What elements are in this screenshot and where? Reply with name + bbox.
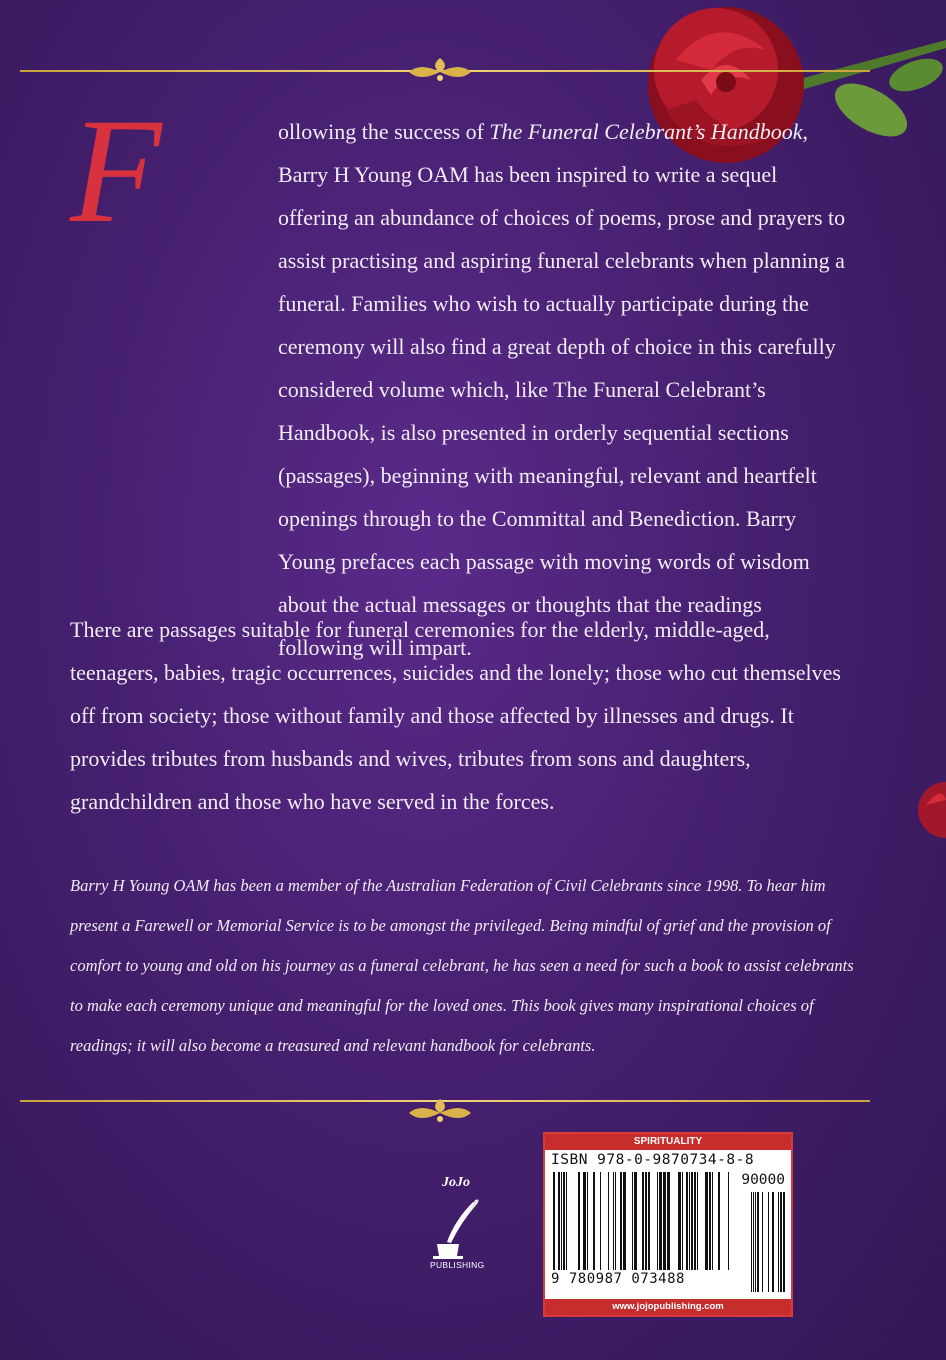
website-text: www.jojopublishing.com: [545, 1299, 791, 1315]
publisher-name: JoJo: [442, 1175, 470, 1190]
top-ornament-icon: [405, 56, 475, 86]
rose-edge-image: [916, 765, 946, 855]
passages-paragraph: There are passages suitable for funeral ceremonies for the elderly, middle-aged, teenagers, babies, tragic occurrences, suicides and the lonely; those who cut themselves off from society; those without family and those affected by illnesses and drugs. It provides tributes from husbands and wives, tributes from sons and daughters, grandchildren and those who have served in the forces.: [70, 617, 841, 814]
isbn-text: ISBN 978-0-9870734-8-8: [551, 1152, 755, 1168]
intro-rest: , Barry H Young OAM has been inspired to write a sequel offering an abundance of choices of poems, prose and prayers to assist practising and aspiring funeral celebrants when planning a funeral. Families who wish to actually participate during the ceremony will also find a great depth of choice in this carefully considered volume which, like The Funeral Celebrant’s Handbook, is also presented in orderly sequential sections (passages), beginning with meaningful, relevant and heartfelt openings through to the Committal and Benediction. Barry Young prefaces each passage with moving words of wisdom about the actual messages or thoughts that the readings following will impart.: [278, 119, 846, 660]
book-title: The Funeral Celebrant’s Handbook: [489, 119, 803, 144]
bottom-ornament-icon: [405, 1097, 475, 1127]
author-bio-paragraph: Barry H Young OAM has been a member of the Australian Federation of Civil Celebrants since 1998. To hear him present a Farewell or Memorial Service is to be amongst the privileged. Being mindful of grief and the provision of comfort to young and old on his journey as a funeral celebrant, he has seen a need for such a book to assist celebrants to make each ceremony unique and meaningful for the loved ones. This book gives many inspirational choices of readings; it will also become a treasured and relevant handbook for celebrants.: [70, 876, 854, 1055]
drop-cap: F: [70, 88, 162, 254]
category-label: SPIRITUALITY: [545, 1134, 791, 1150]
barcode-panel: [543, 1132, 793, 1317]
publisher-label: PUBLISHING: [430, 1260, 485, 1270]
intro-opening: ollowing the success of: [278, 119, 490, 144]
barcode-addon: 90000: [741, 1172, 785, 1188]
barcode-digits: 9 780987 073488: [551, 1271, 685, 1287]
intro-paragraph: [70, 110, 850, 669]
